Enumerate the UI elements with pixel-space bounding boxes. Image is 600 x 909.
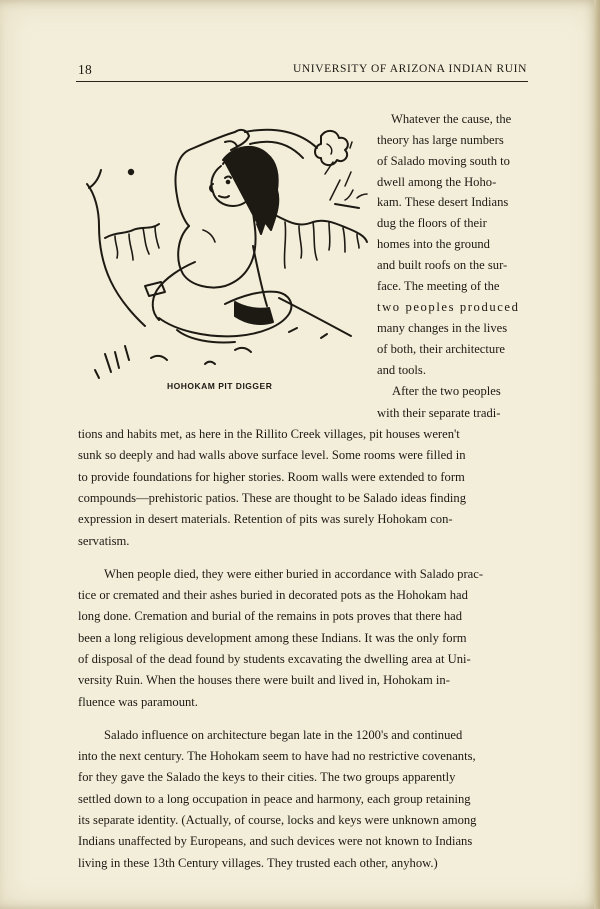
text-line: tice or cremated and their ashes buried in decorated pots as the Hohokam had xyxy=(78,588,468,602)
text-line: After the two peoples xyxy=(392,384,501,398)
text-line: long done. Cremation and burial of the remains in pots proves that there had xyxy=(78,609,463,623)
text-line: servatism. xyxy=(78,534,130,548)
text-line: two peoples produced xyxy=(377,300,520,314)
text-line: and built roofs on the sur- xyxy=(377,258,508,272)
running-head: UNIVERSITY OF ARIZONA INDIAN RUIN xyxy=(292,63,527,75)
figure-caption: HOHOKAM PIT DIGGER xyxy=(167,381,273,391)
text-line: kam. These desert Indians xyxy=(377,195,509,209)
text-line: to provide foundations for higher stories. Room walls were extended to form xyxy=(78,470,465,484)
text-line: fluence was paramount. xyxy=(78,695,198,709)
text-line: of disposal of the dead found by students excavating the dwelling area at Uni- xyxy=(78,652,471,666)
text-line: face. The meeting of the xyxy=(377,279,500,293)
text-line: with their separate tradi- xyxy=(377,406,501,420)
text-line: for they gave the Salado the keys to their cities. The two groups apparently xyxy=(78,770,456,784)
page-edge-shadow xyxy=(594,0,600,909)
text-line: and tools. xyxy=(377,363,426,377)
text-line: its separate identity. (Actually, of course, locks and keys were unknown among xyxy=(78,813,477,827)
text-line: dwell among the Hoho- xyxy=(377,175,497,189)
text-line: many changes in the lives xyxy=(377,321,508,335)
text-line: compounds—prehistoric patios. These are thought to be Salado ideas finding xyxy=(78,491,466,505)
text-line: versity Ruin. When the houses there were built and lived in, Hohokam in- xyxy=(78,673,450,687)
text-line: sunk so deeply and had walls above surface level. Some rooms were filled in xyxy=(78,448,466,462)
text-line: tions and habits met, as here in the Rillito Creek villages, pit houses weren't xyxy=(78,427,460,441)
text-line: of Salado moving south to xyxy=(377,154,510,168)
page-number: 18 xyxy=(78,62,92,77)
text-line: Salado influence on architecture began late in the 1200's and continued xyxy=(104,728,463,742)
text-line: settled down to a long occupation in peace and harmony, each group retaining xyxy=(78,792,471,806)
text-line: dug the floors of their xyxy=(377,216,487,230)
text-line: been a long religious development among these Indians. It was the only form xyxy=(78,631,467,645)
text-line: into the next century. The Hohokam seem to have had no restrictive covenants, xyxy=(78,749,476,763)
hohokam-pit-digger-drawing-icon xyxy=(85,118,385,388)
text-line: Indians unaffected by Europeans, and such devices were not known to Indians xyxy=(78,834,473,848)
text-line: Whatever the cause, the xyxy=(391,112,512,126)
text-line: homes into the ground xyxy=(377,237,490,251)
text-line: When people died, they were either buried in accordance with Salado prac- xyxy=(104,567,484,581)
text-line: theory has large numbers xyxy=(377,133,504,147)
text-line: living in these 13th Century villages. They trusted each other, anyhow.) xyxy=(78,856,438,870)
header-rule xyxy=(76,81,528,82)
text-line: expression in desert materials. Retention of pits was surely Hohokam con- xyxy=(78,512,453,526)
text-line: of both, their architecture xyxy=(377,342,505,356)
